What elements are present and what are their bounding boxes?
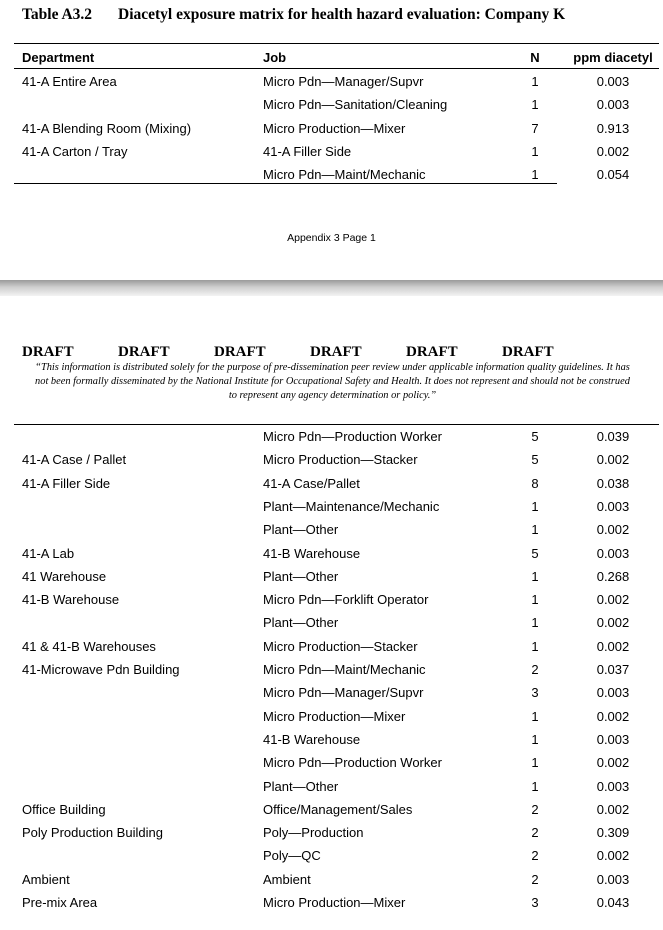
cell-job: Micro Pdn—Production Worker — [263, 429, 442, 444]
table-row — [0, 450, 663, 470]
column-header-job: Job — [263, 50, 287, 65]
cell-n: 1 — [531, 143, 539, 159]
cell-n: 1 — [531, 708, 539, 724]
cell-department: 41-Microwave Pdn Building — [22, 662, 180, 677]
cell-n: 1 — [531, 498, 539, 514]
table-header-row — [0, 48, 663, 68]
cell-n: 1 — [531, 638, 539, 654]
cell-job: Micro Pdn—Maint/Mechanic — [263, 167, 426, 183]
cell-n: 8 — [531, 475, 539, 491]
cell-job: Plant—Other — [263, 568, 339, 584]
cell-ppm: 0.054 — [596, 167, 630, 183]
cell-ppm: 0.003 — [596, 74, 630, 89]
cell-ppm: 0.309 — [596, 825, 630, 841]
cell-job: 41-A Case/Pallet — [263, 475, 360, 491]
cell-n: 2 — [531, 801, 539, 817]
page-footer: Appendix 3 Page 1 — [287, 232, 376, 244]
draft-word: DRAFT — [22, 344, 74, 360]
table-row — [0, 474, 663, 494]
cell-ppm: 0.002 — [596, 522, 630, 538]
cell-ppm: 0.002 — [596, 638, 630, 654]
cell-job: 41-B Warehouse — [263, 545, 361, 561]
cell-ppm: 0.039 — [596, 429, 630, 444]
cell-department: Office Building — [22, 801, 106, 817]
table-row — [0, 893, 663, 913]
cell-ppm: 0.002 — [596, 615, 630, 631]
cell-n: 1 — [531, 568, 539, 584]
cell-job: 41-B Warehouse — [263, 731, 361, 747]
cell-n: 1 — [531, 755, 539, 771]
cell-job: Micro Production—Stacker — [263, 638, 418, 654]
cell-job: Micro Pdn—Manager/Supvr — [263, 74, 424, 89]
table-row — [0, 707, 663, 727]
cell-ppm: 0.002 — [596, 801, 630, 817]
table-row — [0, 72, 663, 92]
table-row — [0, 119, 663, 139]
cell-department: 41-A Carton / Tray — [22, 143, 128, 159]
cell-n: 3 — [531, 895, 539, 910]
cell-department: 41-A Case / Pallet — [22, 452, 127, 468]
cell-n: 5 — [531, 545, 539, 561]
cell-ppm: 0.003 — [596, 685, 630, 701]
table-title-text: Diacetyl exposure matrix for health hazard evaluation: Company K — [118, 6, 566, 23]
cell-n: 1 — [531, 592, 539, 608]
cell-department: Poly Production Building — [22, 825, 163, 841]
table-number: Table A3.2 — [22, 6, 93, 23]
cell-job: 41-A Filler Side — [263, 143, 352, 159]
table-row — [0, 753, 663, 773]
table-row — [0, 637, 663, 657]
table-title — [22, 6, 565, 24]
column-header-ppm: ppm diacetyl — [573, 50, 653, 65]
cell-ppm: 0.002 — [596, 848, 630, 864]
cell-n: 1 — [531, 778, 539, 794]
cell-n: 5 — [531, 429, 539, 444]
cell-job: Micro Production—Stacker — [263, 452, 418, 468]
column-header-n: N — [530, 50, 540, 65]
cell-ppm: 0.002 — [596, 592, 630, 608]
table-row — [0, 846, 663, 866]
cell-n: 7 — [531, 120, 539, 136]
table-bottom-rule — [14, 183, 557, 184]
cell-department: 41-A Filler Side — [22, 475, 111, 491]
table-top-rule — [14, 43, 659, 44]
table-row — [0, 567, 663, 587]
cell-department: 41-A Lab — [22, 545, 75, 561]
cell-department: 41 & 41-B Warehouses — [22, 638, 156, 654]
cell-department: Pre-mix Area — [22, 895, 98, 910]
table-row — [0, 613, 663, 633]
table-row — [0, 497, 663, 517]
cell-ppm: 0.002 — [596, 755, 630, 771]
cell-job: Office/Management/Sales — [263, 801, 413, 817]
cell-n: 1 — [531, 731, 539, 747]
cell-job: Plant—Other — [263, 522, 339, 538]
cell-n: 1 — [531, 74, 539, 89]
cell-job: Micro Production—Mixer — [263, 120, 406, 136]
table-row — [0, 590, 663, 610]
cell-job: Poly—QC — [263, 848, 321, 864]
draft-disclaimer: “This information is distributed solely for the purpose of pre-dissemination peer review under applicable information quality guidelines. It has not been formally disseminated by the National Institute for Occupational Safety and Health. It does not represent and should not be construed to represent any agency determination or policy.” — [35, 362, 630, 401]
table-row — [0, 777, 663, 797]
cell-ppm: 0.003 — [596, 545, 630, 561]
cell-n: 5 — [531, 452, 539, 468]
cell-n: 1 — [531, 167, 539, 183]
cell-department: 41-B Warehouse — [22, 592, 120, 608]
table-row — [0, 427, 663, 447]
draft-word: DRAFT — [502, 344, 554, 360]
cell-job: Micro Pdn—Manager/Supvr — [263, 685, 424, 701]
cell-department: Ambient — [22, 871, 70, 887]
cell-ppm: 0.037 — [596, 662, 630, 677]
page-break-separator — [0, 280, 663, 296]
cell-job: Plant—Other — [263, 778, 339, 794]
cell-ppm: 0.002 — [596, 143, 630, 159]
continued-table-top-rule — [14, 424, 659, 425]
cell-n: 2 — [531, 662, 539, 677]
table-row — [0, 520, 663, 540]
table-row — [0, 730, 663, 750]
cell-ppm: 0.003 — [596, 871, 630, 887]
cell-ppm: 0.002 — [596, 708, 630, 724]
cell-job: Plant—Maintenance/Mechanic — [263, 498, 440, 514]
cell-n: 2 — [531, 848, 539, 864]
table-row — [0, 142, 663, 162]
cell-job: Micro Pdn—Maint/Mechanic — [263, 662, 426, 677]
cell-job: Plant—Other — [263, 615, 339, 631]
cell-n: 1 — [531, 522, 539, 538]
cell-n: 1 — [531, 615, 539, 631]
draft-word: DRAFT — [214, 344, 266, 360]
cell-job: Micro Pdn—Sanitation/Cleaning — [263, 97, 448, 113]
cell-department: 41-A Blending Room (Mixing) — [22, 120, 192, 136]
table-header-rule — [14, 68, 659, 69]
cell-n: 2 — [531, 871, 539, 887]
table-row — [0, 683, 663, 703]
cell-ppm: 0.038 — [596, 475, 630, 491]
cell-job: Ambient — [263, 871, 311, 887]
table-row — [0, 870, 663, 890]
cell-n: 3 — [531, 685, 539, 701]
cell-ppm: 0.002 — [596, 452, 630, 468]
cell-job: Poly—Production — [263, 825, 364, 841]
table-row — [0, 95, 663, 115]
table-row — [0, 823, 663, 843]
cell-job: Micro Production—Mixer — [263, 708, 406, 724]
draft-word: DRAFT — [310, 344, 362, 360]
cell-ppm: 0.003 — [596, 731, 630, 747]
table-row — [0, 800, 663, 820]
table-row — [0, 544, 663, 564]
column-header-department: Department — [22, 50, 95, 65]
cell-department: 41 Warehouse — [22, 568, 107, 584]
cell-ppm: 0.913 — [596, 120, 630, 136]
cell-ppm: 0.003 — [596, 97, 630, 113]
cell-ppm: 0.003 — [596, 498, 630, 514]
cell-ppm: 0.003 — [596, 778, 630, 794]
cell-job: Micro Production—Mixer — [263, 895, 406, 910]
table-row — [0, 660, 663, 680]
draft-word: DRAFT — [118, 344, 170, 360]
cell-n: 1 — [531, 97, 539, 113]
cell-n: 2 — [531, 825, 539, 841]
cell-ppm: 0.268 — [596, 568, 630, 584]
cell-job: Micro Pdn—Forklift Operator — [263, 592, 429, 608]
cell-ppm: 0.043 — [596, 895, 630, 910]
cell-department: 41-A Entire Area — [22, 74, 117, 89]
cell-job: Micro Pdn—Production Worker — [263, 755, 442, 771]
draft-word: DRAFT — [406, 344, 458, 360]
